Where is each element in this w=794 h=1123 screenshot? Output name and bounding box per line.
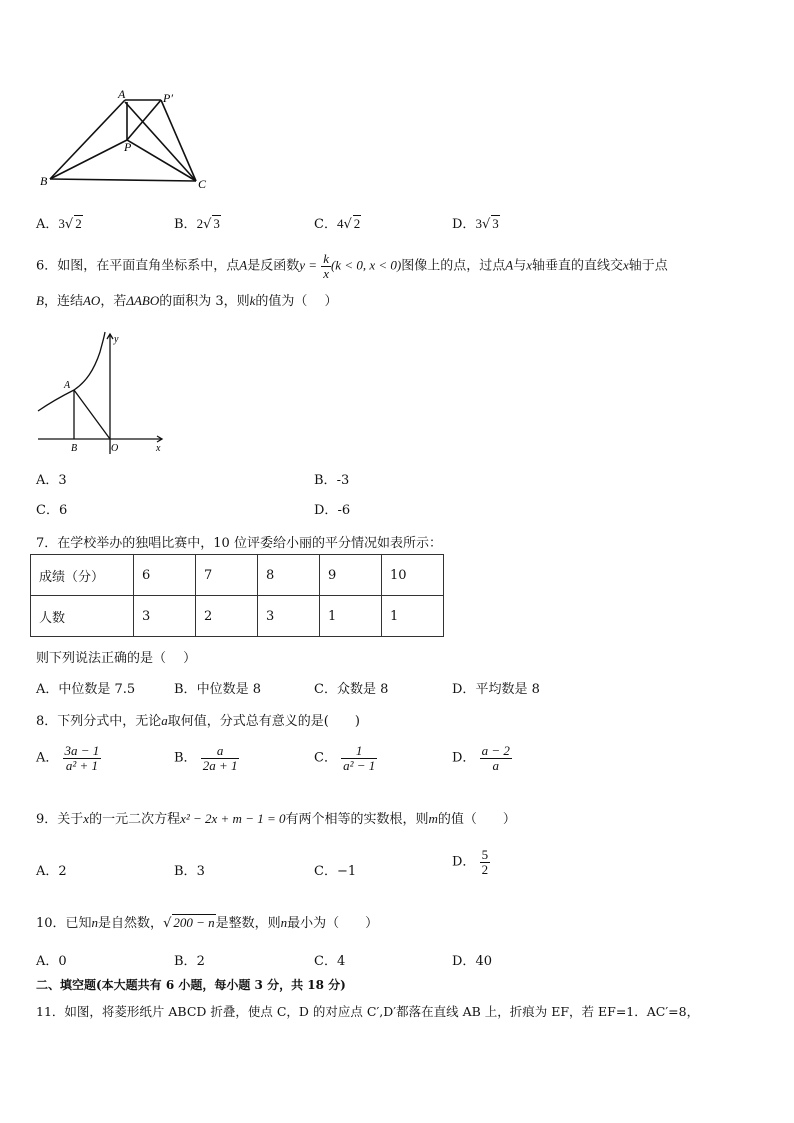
label-b: B [71, 443, 78, 454]
option-letter: B． [174, 864, 197, 879]
frac-num: 5 [481, 847, 489, 862]
table-cell: 1 [320, 596, 382, 637]
table-cell: 2 [196, 596, 258, 637]
text: 的一元二次方程 [89, 812, 181, 827]
q10-option-d[interactable] [452, 950, 492, 969]
label-o: O [111, 443, 119, 454]
option-letter: C． [314, 954, 337, 969]
option-letter: A． [36, 682, 59, 697]
frac-den: a² − 1 [343, 757, 376, 773]
q8-option-c[interactable] [314, 744, 377, 772]
option-coef: 4 [336, 216, 344, 231]
math-triangle: ΔABO [126, 293, 160, 308]
option-letter: C． [314, 750, 337, 766]
table-cell: 7 [196, 555, 258, 596]
option-value: 2 [196, 954, 205, 969]
option-value: -6 [337, 503, 351, 518]
option-coef: 2 [196, 216, 204, 231]
option-letter: C． [314, 217, 337, 232]
option-letter: B． [174, 217, 197, 232]
text: 的值为（ ） [255, 294, 338, 309]
math-x: x [623, 257, 629, 273]
q9-option-a[interactable] [36, 860, 67, 879]
q8-option-a[interactable] [36, 744, 101, 772]
table-cell: 3 [134, 596, 196, 637]
option-radicand: 2 [75, 216, 82, 231]
option-radicand: 3 [213, 216, 220, 231]
math-equation: x² − 2x + m − 1 = 0 [180, 811, 286, 826]
text: 6．如图，在平面直角坐标系中，点 [36, 258, 240, 274]
q9-option-c[interactable] [314, 860, 356, 879]
option-letter: A． [36, 864, 59, 879]
option-letter: B． [174, 750, 197, 766]
segment-ao [74, 390, 110, 439]
table-cell: 6 [134, 555, 196, 596]
option-radicand: 2 [353, 216, 361, 231]
option-letter: C． [36, 503, 59, 518]
option-letter: C． [314, 864, 337, 879]
math-a: a [161, 713, 168, 728]
q6-figure [34, 330, 174, 456]
segment-ap-diag [125, 102, 196, 181]
option-value: 40 [475, 954, 492, 969]
frac-num: a [201, 744, 240, 759]
frac-den: 2 [481, 861, 489, 877]
table-row [31, 555, 444, 596]
text: 是自然数， [98, 916, 164, 931]
q5-option-a[interactable] [36, 213, 83, 232]
option-coef: 3 [475, 216, 482, 231]
table-cell: 人数 [31, 596, 134, 637]
label-a: A [118, 88, 126, 101]
option-value: 4 [336, 954, 346, 969]
math-x: x [526, 257, 532, 273]
table-cell: 9 [320, 555, 382, 596]
option-letter: D． [452, 954, 476, 969]
q10-option-c[interactable] [314, 950, 345, 969]
text: 轴于点 [628, 258, 668, 274]
option-value: 3 [196, 864, 205, 879]
option-radicand: 3 [492, 216, 499, 231]
option-letter: D． [452, 854, 476, 870]
option-letter: D． [452, 750, 476, 766]
q10-option-b[interactable] [174, 950, 205, 969]
option-fraction [480, 848, 491, 876]
frac-den: x [323, 265, 329, 281]
math-n: n [91, 915, 99, 930]
label-p: P [124, 140, 132, 154]
q7-question: 则下列说法正确的是（ ） [36, 651, 197, 666]
text: 最小为（ ） [287, 916, 379, 931]
label-a: A [64, 380, 71, 391]
frac-den: a [492, 757, 499, 773]
text: 有两个相等的实数根，则 [285, 812, 429, 827]
label-b: B [40, 174, 48, 188]
option-text: 平均数是 8 [475, 682, 540, 697]
frac-den: 2a + 1 [202, 757, 238, 773]
math-x: x [83, 811, 90, 826]
option-letter: A． [36, 954, 59, 969]
section-heading: 二、填空题(本大题共有 6 小题，每小题 3 分，共 18 分) [36, 978, 346, 992]
option-value: −1 [336, 864, 357, 879]
segment-bp [50, 140, 127, 179]
option-fraction [480, 744, 512, 772]
option-coef: 3 [58, 216, 65, 231]
option-letter: B． [314, 473, 337, 488]
radical-icon: √ [343, 217, 352, 232]
option-text: 中位数是 7.5 [58, 682, 136, 697]
text: 轴垂直的直线交 [531, 258, 623, 274]
table-cell: 1 [382, 596, 444, 637]
text: 是反函数 [247, 258, 300, 274]
table-row [31, 596, 444, 637]
math-radicand: 200 − n [173, 915, 215, 930]
label-c: C [198, 177, 207, 191]
q6-option-b[interactable] [314, 469, 349, 488]
text: 图像上的点，过点 [401, 258, 506, 274]
text: 是整数，则 [215, 916, 281, 931]
table-cell: 10 [382, 555, 444, 596]
q8-stem [36, 710, 360, 729]
q7-stem: 7．在学校举办的独唱比赛中，10 位评委给小丽的平分情况如表所示： [36, 536, 442, 551]
math-ao: AO [82, 293, 101, 308]
option-text: 众数是 8 [336, 682, 389, 697]
option-letter: C． [314, 682, 337, 697]
segment-p-prime-c [161, 100, 196, 181]
text: 8．下列分式中，无论 [36, 714, 162, 729]
table-cell: 成绩（分） [31, 555, 134, 596]
q6-stem-line2 [36, 290, 338, 309]
fraction-k-over-x [321, 252, 331, 280]
label-y: y [114, 334, 119, 345]
option-letter: D． [452, 682, 476, 697]
q6-stem-line1 [36, 252, 668, 280]
text: 的面积为 3，则 [159, 294, 250, 309]
q9-stem [36, 808, 516, 827]
q7-option-d[interactable] [452, 678, 540, 697]
label-p-prime: P′ [163, 91, 173, 105]
math-a: A [505, 257, 514, 273]
text: 与 [513, 258, 527, 274]
frac-num: 3a − 1 [64, 743, 100, 758]
q11-stem: 11．如图，将菱形纸片 ABCD 折叠，使点 C，D 的对应点 C′,D′都落在直线 AB 上，折痕为 EF，若 EF=1．AC′=8， [36, 1004, 700, 1019]
segment-bc [50, 179, 196, 181]
option-letter: D． [452, 217, 476, 232]
q5-option-d[interactable] [452, 213, 500, 232]
text: 取何值，分式总有意义的是( ) [167, 714, 360, 729]
text: ，若 [100, 294, 127, 309]
q9-option-d[interactable] [452, 848, 490, 876]
option-letter: A． [36, 473, 59, 488]
option-value: 6 [58, 503, 68, 518]
math-condition: (k < 0, x < 0) [330, 257, 402, 273]
q9-option-b[interactable] [174, 860, 205, 879]
table-cell: 3 [258, 596, 320, 637]
q8-option-d[interactable] [452, 744, 512, 772]
frac-num: a − 2 [481, 743, 510, 758]
option-letter: A． [36, 217, 59, 232]
radical-icon: √ [163, 916, 172, 931]
option-letter: B． [174, 682, 197, 697]
text: 的值（ ） [437, 812, 516, 827]
q10-option-a[interactable] [36, 950, 67, 969]
math-a: A [239, 257, 248, 273]
q6-option-d[interactable] [314, 499, 350, 518]
option-fraction [201, 744, 240, 772]
option-value: 3 [58, 473, 67, 488]
q7-score-table [30, 554, 444, 637]
radical-icon: √ [203, 217, 212, 232]
segment-pp-prime [127, 100, 161, 140]
q10-stem [36, 912, 378, 931]
q7-option-a[interactable] [36, 678, 135, 697]
option-letter: D． [314, 503, 338, 518]
option-fraction [341, 744, 377, 772]
option-letter: A． [36, 750, 59, 766]
frac-num: 1 [341, 744, 377, 759]
q6-option-c[interactable] [36, 499, 67, 518]
frac-num: k [323, 251, 329, 266]
math-k: k [249, 293, 256, 308]
option-letter: B． [174, 954, 197, 969]
q5-option-b[interactable] [174, 213, 221, 232]
q7-option-c[interactable] [314, 678, 388, 697]
math-b: B [36, 293, 44, 308]
segment-ab [50, 100, 125, 179]
radical-icon: √ [481, 217, 491, 232]
option-value: 2 [58, 864, 67, 879]
option-value: -3 [336, 473, 350, 488]
q5-option-c[interactable] [314, 213, 361, 232]
option-fraction [63, 744, 102, 772]
math-y-eq: y = [299, 257, 318, 273]
q5-figure [30, 88, 220, 196]
math-m: m [428, 811, 438, 826]
q6-option-a[interactable] [36, 469, 67, 488]
q8-option-b[interactable] [174, 744, 239, 772]
q7-option-b[interactable] [174, 678, 261, 697]
text: 9．关于 [36, 812, 84, 827]
text: ，连结 [43, 294, 83, 309]
math-n: n [280, 915, 288, 930]
frac-den: a² + 1 [65, 757, 98, 773]
hyperbola-curve [38, 332, 105, 411]
option-text: 中位数是 8 [196, 682, 261, 697]
option-value: 0 [58, 954, 67, 969]
label-x: x [156, 443, 161, 454]
radical-icon: √ [64, 217, 74, 232]
segment-pc [127, 140, 196, 181]
table-cell: 8 [258, 555, 320, 596]
text: 10．已知 [36, 916, 92, 931]
